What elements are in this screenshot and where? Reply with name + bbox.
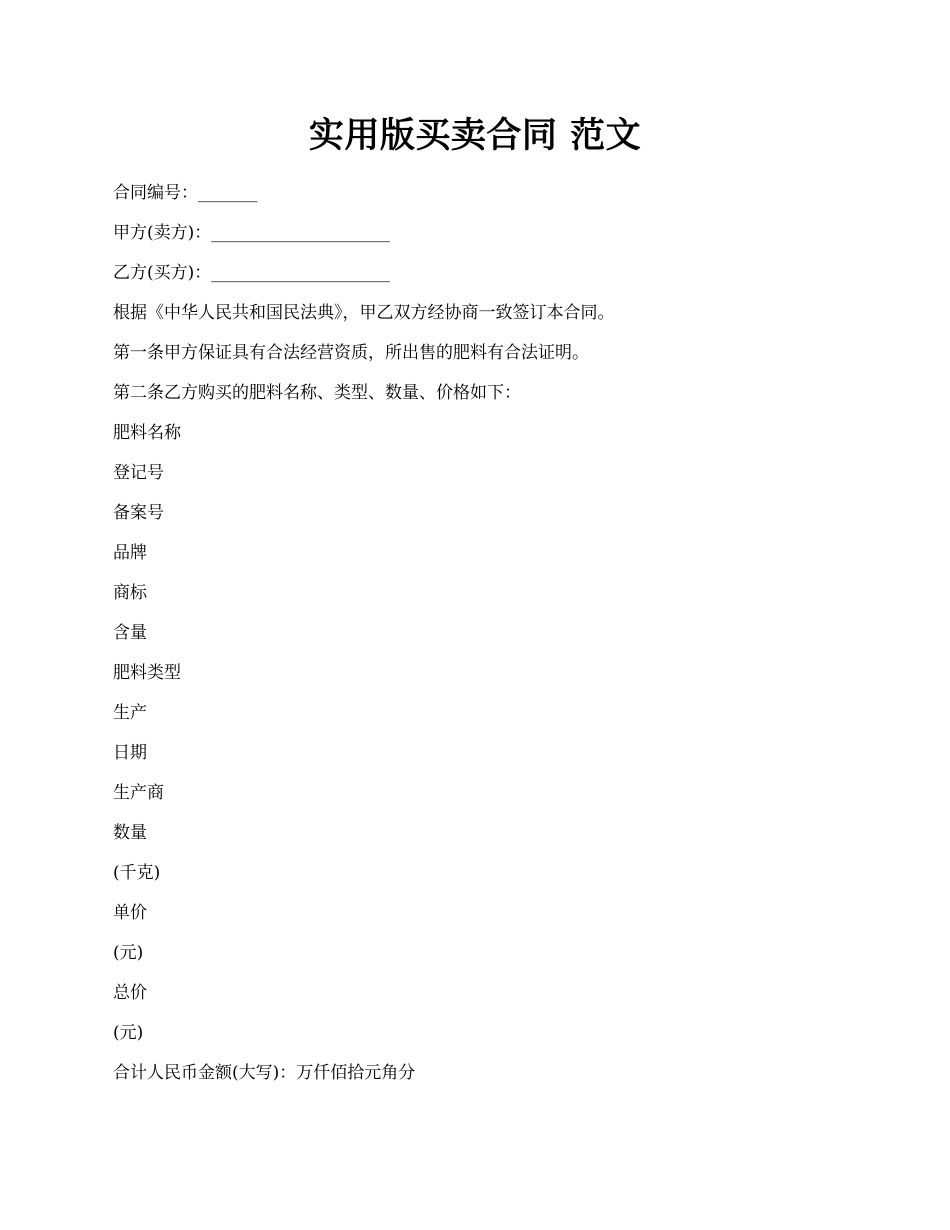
field-quantity-unit: (千克) (113, 863, 161, 883)
total-amount-in-words: 合计人民币金额(大写)：万仟佰拾元角分 (113, 1063, 416, 1083)
document-body (113, 180, 853, 1100)
field-content: 含量 (113, 623, 147, 643)
contract-number: 合同编号：_______ (113, 183, 258, 203)
party-a-seller: 甲方(卖方)：_____________________ (113, 223, 390, 243)
field-registration-number: 登记号 (113, 463, 164, 483)
field-fertilizer-name: 肥料名称 (113, 423, 181, 443)
field-unit-price-unit: (元) (113, 943, 144, 963)
article-1: 第一条甲方保证具有合法经营资质，所出售的肥料有合法证明。 (113, 343, 589, 363)
field-manufacturer: 生产商 (113, 783, 164, 803)
field-production: 生产 (113, 703, 147, 723)
field-total-price-unit: (元) (113, 1023, 144, 1043)
field-quantity: 数量 (113, 823, 147, 843)
party-b-buyer: 乙方(买方)：_____________________ (113, 263, 390, 283)
field-fertilizer-type: 肥料类型 (113, 663, 181, 683)
field-brand: 品牌 (113, 543, 147, 563)
field-total-price: 总价 (113, 983, 147, 1003)
legal-basis-paragraph: 根据《中华人民共和国民法典》，甲乙双方经协商一致签订本合同。 (113, 303, 615, 323)
field-filing-number: 备案号 (113, 503, 164, 523)
article-2: 第二条乙方购买的肥料名称、类型、数量、价格如下： (113, 383, 521, 403)
field-unit-price: 单价 (113, 903, 147, 923)
field-date: 日期 (113, 743, 147, 763)
field-trademark: 商标 (113, 583, 147, 603)
document-title: 实用版买卖合同 范文 (308, 116, 642, 156)
